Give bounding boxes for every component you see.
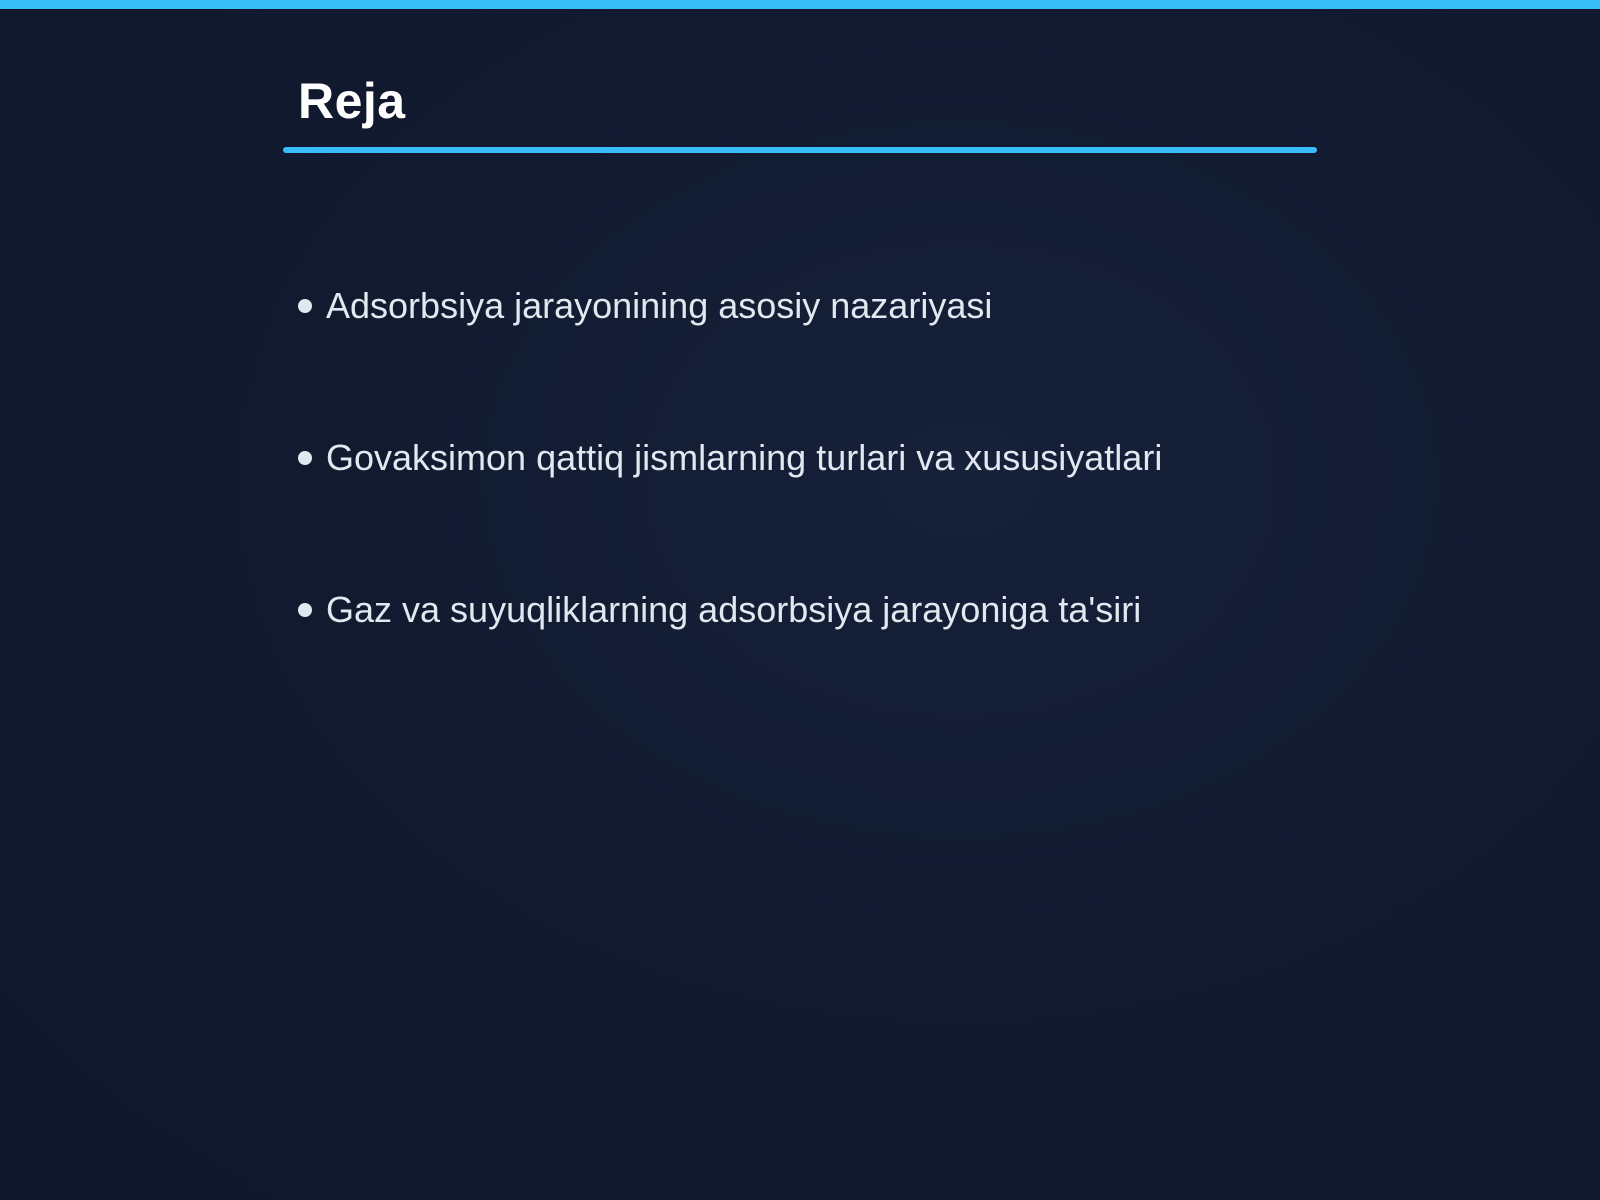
list-item-text: Govaksimon qattiq jismlarning turlari va xususiyatlari bbox=[326, 437, 1163, 478]
list-item bbox=[298, 428, 1162, 488]
bullet-dot-icon bbox=[298, 299, 312, 313]
list-item bbox=[298, 580, 1162, 640]
slide-title: Reja bbox=[298, 73, 406, 129]
bullet-dot-icon bbox=[298, 603, 312, 617]
list-item-text: Adsorbsiya jarayonining asosiy nazariyasi bbox=[326, 285, 993, 326]
bullet-list bbox=[298, 276, 1162, 732]
bullet-dot-icon bbox=[298, 451, 312, 465]
top-accent-bar bbox=[0, 0, 1600, 9]
list-item bbox=[298, 276, 1162, 336]
title-underline bbox=[283, 147, 1317, 153]
list-item-text: Gaz va suyuqliklarning adsorbsiya jarayoniga ta'siri bbox=[326, 589, 1142, 630]
